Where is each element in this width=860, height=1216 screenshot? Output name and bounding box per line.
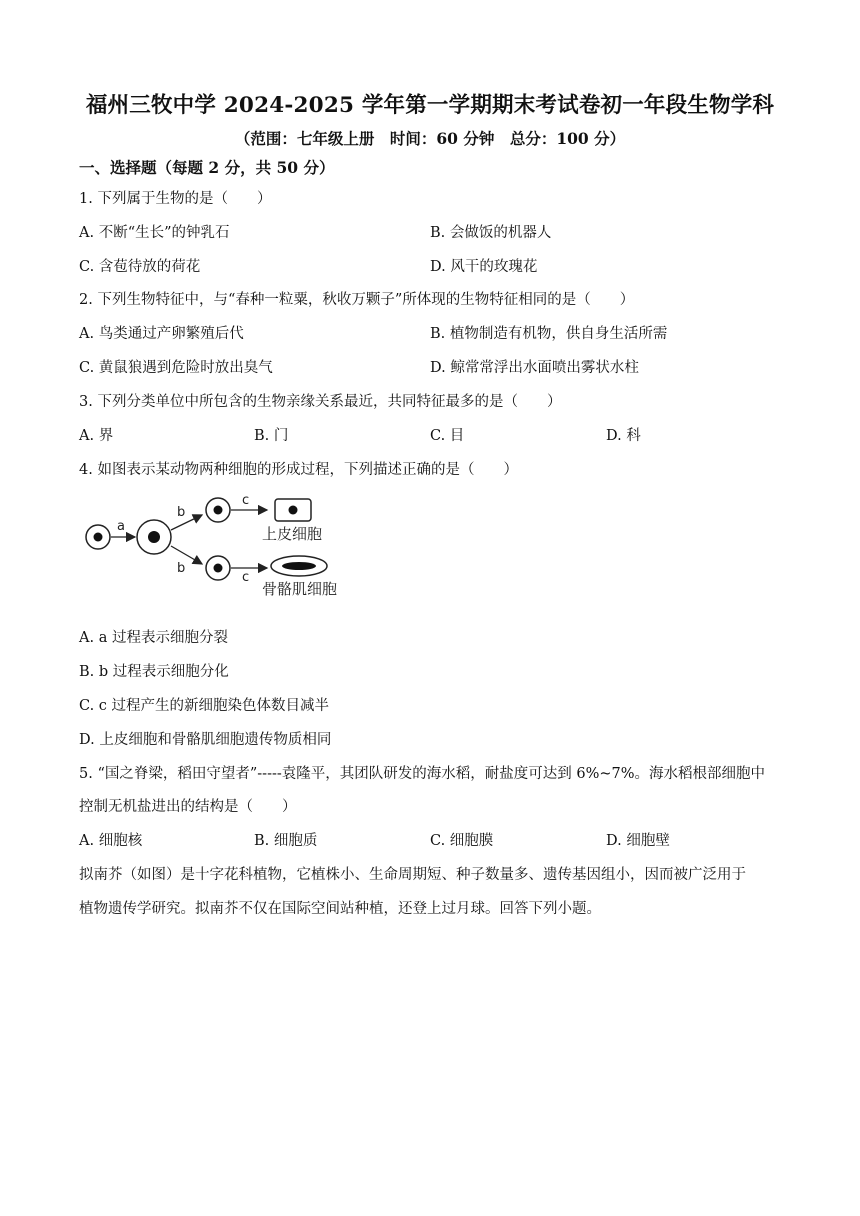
enlarged-cell: [137, 520, 171, 554]
arrow-b-bottom: [171, 546, 202, 564]
question-5-option-a: A. 细胞核: [79, 833, 143, 849]
question-4-option-b: B. b 过程表示细胞分化: [79, 664, 229, 680]
top-daughter-cell: [206, 498, 230, 522]
question-4-stem: 4. 如图表示某动物两种细胞的形成过程，下列描述正确的是（ ）: [79, 462, 518, 478]
question-5-option-c: C. 细胞膜: [430, 833, 494, 849]
exam-subtitle: （范围：七年级上册 时间：60 分钟 总分：100 分）: [234, 129, 626, 148]
question-5-stem-line1: 5. “国之脊梁，稻田守望者”-----袁隆平，其团队研发的海水稻，耐盐度可达到 6%~7%。海水稻根部细胞中: [79, 766, 766, 782]
question-2-option-d: D. 鲸常常浮出水面喷出雾状水柱: [430, 360, 639, 376]
initial-cell: [86, 525, 110, 549]
question-3-option-d: D. 科: [606, 428, 641, 444]
exam-title: 福州三牧中学 2024-2025 学年第一学期期末考试卷初一年段生物学科: [85, 93, 775, 118]
label-a: a: [117, 519, 125, 534]
question-3-option-b: B. 门: [254, 428, 289, 444]
question-2-option-a: A. 鸟类通过产卵繁殖后代: [79, 326, 244, 342]
skeletal-muscle-cell: [271, 556, 327, 576]
epithelial-cell: [275, 499, 311, 521]
passage-line-1: 拟南芥（如图）是十字花科植物，它植株小、生命周期短、种子数量多、遗传基因组小，因而被广泛用于: [79, 867, 746, 883]
question-4-option-c: C. c 过程产生的新细胞染色体数目减半: [79, 698, 330, 714]
question-3-stem: 3. 下列分类单位中所包含的生物亲缘关系最近，共同特征最多的是（ ）: [79, 394, 562, 410]
question-2-stem: 2. 下列生物特征中，与“春种一粒粟，秋收万颗子”所体现的生物特征相同的是（ ）: [79, 292, 635, 308]
question-1-option-d: D. 风干的玫瑰花: [430, 259, 538, 275]
label-b-top: b: [177, 505, 186, 520]
section-title: 一、选择题（每题 2 分，共 50 分）: [79, 158, 335, 177]
question-1-option-c: C. 含苞待放的荷花: [79, 259, 201, 275]
question-2-option-c: C. 黄鼠狼遇到危险时放出臭气: [79, 360, 273, 376]
skeletal-muscle-cell-label: 骨骼肌细胞: [262, 580, 338, 598]
question-3-option-a: A. 界: [79, 428, 114, 444]
question-2-option-b: B. 植物制造有机物，供自身生活所需: [430, 326, 668, 342]
question-5-option-d: D. 细胞壁: [606, 833, 670, 849]
arrow-b-top: [171, 515, 202, 530]
question-5-stem-line2: 控制无机盐进出的结构是（ ）: [79, 799, 297, 815]
question-1-stem: 1. 下列属于生物的是（ ）: [79, 191, 272, 207]
label-b-bottom: b: [177, 561, 186, 576]
question-1-option-b: B. 会做饭的机器人: [430, 225, 552, 241]
question-5-option-b: B. 细胞质: [254, 833, 318, 849]
question-3-option-c: C. 目: [430, 428, 465, 444]
passage-line-2: 植物遗传学研究。拟南芥不仅在国际空间站种植，还登上过月球。回答下列小题。: [79, 901, 601, 917]
question-4-option-d: D. 上皮细胞和骨骼肌细胞遗传物质相同: [79, 732, 332, 748]
label-c-top: c: [242, 493, 250, 508]
label-c-bottom: c: [242, 570, 250, 585]
bottom-daughter-cell: [206, 556, 230, 580]
cell-formation-diagram: [79, 490, 359, 605]
epithelial-cell-label: 上皮细胞: [262, 525, 323, 543]
question-4-option-a: A. a 过程表示细胞分裂: [79, 630, 228, 646]
question-1-option-a: A. 不断“生长”的钟乳石: [79, 225, 230, 241]
